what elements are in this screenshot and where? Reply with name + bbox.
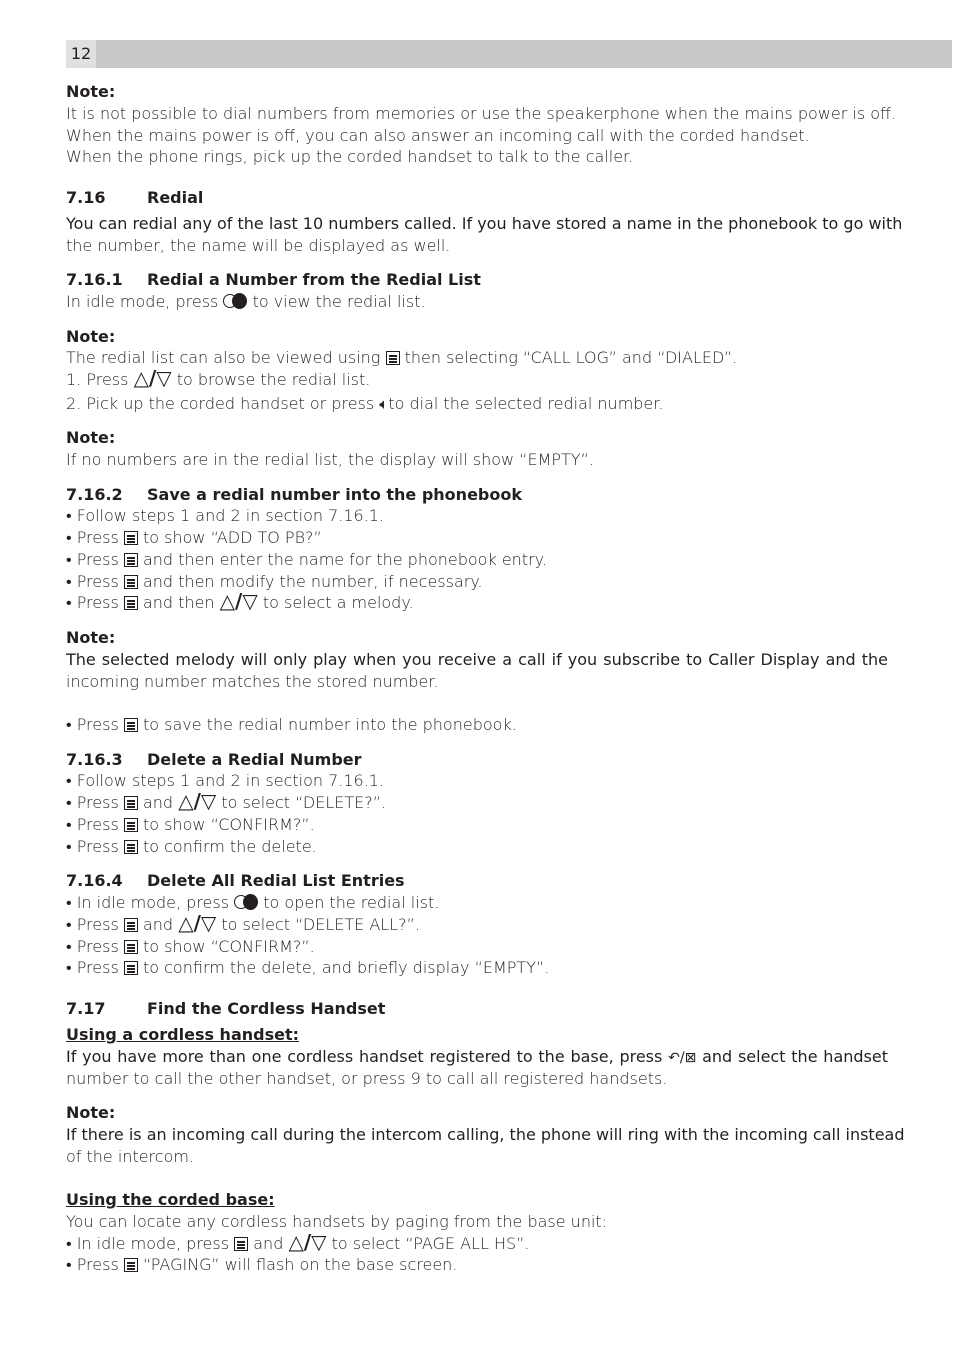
- note-heading: Note:: [66, 327, 116, 346]
- page-header-bar: [66, 40, 952, 68]
- redial-key-icon: [234, 894, 258, 910]
- section-heading: 7.17 Find the Cordless Handset: [66, 999, 386, 1018]
- note-line: of the intercom.: [66, 1147, 195, 1166]
- note-line: It is not possible to dial numbers from memories or use the speakerphone when the mains power is off.: [66, 104, 897, 123]
- section-heading: 7.16.2 Save a redial number into the phonebook: [66, 485, 522, 504]
- paragraph-line: number to call the other handset, or press 9 to call all registered handsets.: [66, 1069, 668, 1088]
- intercom-key-icon: ↶/⊠: [668, 1050, 697, 1066]
- page-number: 12: [66, 40, 96, 68]
- bullet-item: • Press to confirm the delete.: [66, 837, 317, 856]
- bullet-item: • Follow steps 1 and 2 in section 7.16.1.: [66, 506, 385, 525]
- paragraph-line: You can redial any of the last 10 numbers called. If you have stored a name in the phonebook to go with: [66, 214, 903, 233]
- section-heading: 7.16.1 Redial a Number from the Redial List: [66, 270, 481, 289]
- menu-key-icon: [124, 940, 138, 954]
- note-heading: Note:: [66, 1103, 116, 1122]
- note-line: If there is an incoming call during the intercom calling, the phone will ring with the incoming call instead: [66, 1125, 905, 1144]
- menu-key-icon: [124, 918, 138, 932]
- bullet-item: • Press and then modify the number, if necessary.: [66, 572, 483, 591]
- note-heading: Note:: [66, 428, 116, 447]
- up-down-arrows-icon: △/▽: [288, 1230, 327, 1254]
- paragraph-line: the number, the name will be displayed as well.: [66, 236, 451, 255]
- bullet-item: • Follow steps 1 and 2 in section 7.16.1.: [66, 771, 385, 790]
- menu-key-icon: [124, 596, 138, 610]
- menu-key-icon: [234, 1237, 248, 1251]
- menu-key-icon: [124, 575, 138, 589]
- bullet-item: • Press to save the redial number into the phonebook.: [66, 715, 517, 734]
- menu-key-icon: [124, 1258, 138, 1272]
- up-down-arrows-icon: △/▽: [178, 789, 217, 813]
- menu-key-icon: [124, 718, 138, 732]
- section-heading: 7.16 Redial: [66, 188, 204, 207]
- instruction-line: In idle mode, press to view the redial list.: [66, 292, 426, 311]
- note-line: When the mains power is off, you can also answer an incoming call with the corded handset.: [66, 126, 810, 145]
- menu-key-icon: [124, 840, 138, 854]
- menu-key-icon: [124, 961, 138, 975]
- note-line: The redial list can also be viewed using then selecting “CALL LOG” and “DIALED”.: [66, 348, 738, 367]
- speakerphone-icon: 🔈︎: [379, 395, 389, 413]
- bullet-item: • Press to show “ADD TO PB?”: [66, 528, 322, 547]
- note-line: incoming number matches the stored number.: [66, 672, 439, 691]
- redial-key-icon: [223, 293, 247, 309]
- bullet-item: • In idle mode, press to open the redial list.: [66, 893, 440, 912]
- up-down-arrows-icon: △/▽: [133, 366, 172, 390]
- step-item: 2. Pick up the corded handset or press 🔈︎to dial the selected redial number.: [66, 394, 664, 413]
- bullet-item: • Press to show “CONFIRM?”.: [66, 937, 315, 956]
- bullet-item: • Press and then △/▽ to select a melody.: [66, 589, 414, 613]
- note-heading: Note:: [66, 82, 116, 101]
- bullet-item: • Press and then enter the name for the phonebook entry.: [66, 550, 547, 569]
- note-line: The selected melody will only play when you receive a call if you subscribe to Caller Display and the: [66, 650, 888, 669]
- note-line: When the phone rings, pick up the corded handset to talk to the caller.: [66, 147, 634, 166]
- up-down-arrows-icon: △/▽: [219, 589, 258, 613]
- step-item: 1. Press △/▽ to browse the redial list.: [66, 366, 371, 390]
- bullet-item: • Press to show “CONFIRM?”.: [66, 815, 315, 834]
- up-down-arrows-icon: △/▽: [178, 911, 217, 935]
- menu-key-icon: [124, 818, 138, 832]
- menu-key-icon: [124, 553, 138, 567]
- bullet-item: • Press and △/▽ to select “DELETE?”.: [66, 789, 387, 813]
- note-heading: Note:: [66, 628, 116, 647]
- section-heading: 7.16.3 Delete a Redial Number: [66, 750, 362, 769]
- section-heading: 7.16.4 Delete All Redial List Entries: [66, 871, 405, 890]
- paragraph-line: You can locate any cordless handsets by paging from the base unit:: [66, 1212, 608, 1231]
- bullet-item: • In idle mode, press and △/▽ to select “PAGE ALL HS”.: [66, 1230, 530, 1254]
- menu-key-icon: [124, 796, 138, 810]
- bullet-item: • Press to confirm the delete, and briefly display “EMPTY”.: [66, 958, 550, 977]
- note-line: If no numbers are in the redial list, the display will show “EMPTY”.: [66, 450, 594, 469]
- bullet-item: • Press “PAGING” will flash on the base screen.: [66, 1255, 458, 1274]
- subheading: Using a cordless handset:: [66, 1025, 300, 1044]
- menu-key-icon: [386, 351, 400, 365]
- paragraph-line: If you have more than one cordless handset registered to the base, press ↶/⊠ and select the handset: [66, 1047, 889, 1066]
- bullet-item: • Press and △/▽ to select “DELETE ALL?”.: [66, 911, 420, 935]
- subheading: Using the corded base:: [66, 1190, 275, 1209]
- menu-key-icon: [124, 531, 138, 545]
